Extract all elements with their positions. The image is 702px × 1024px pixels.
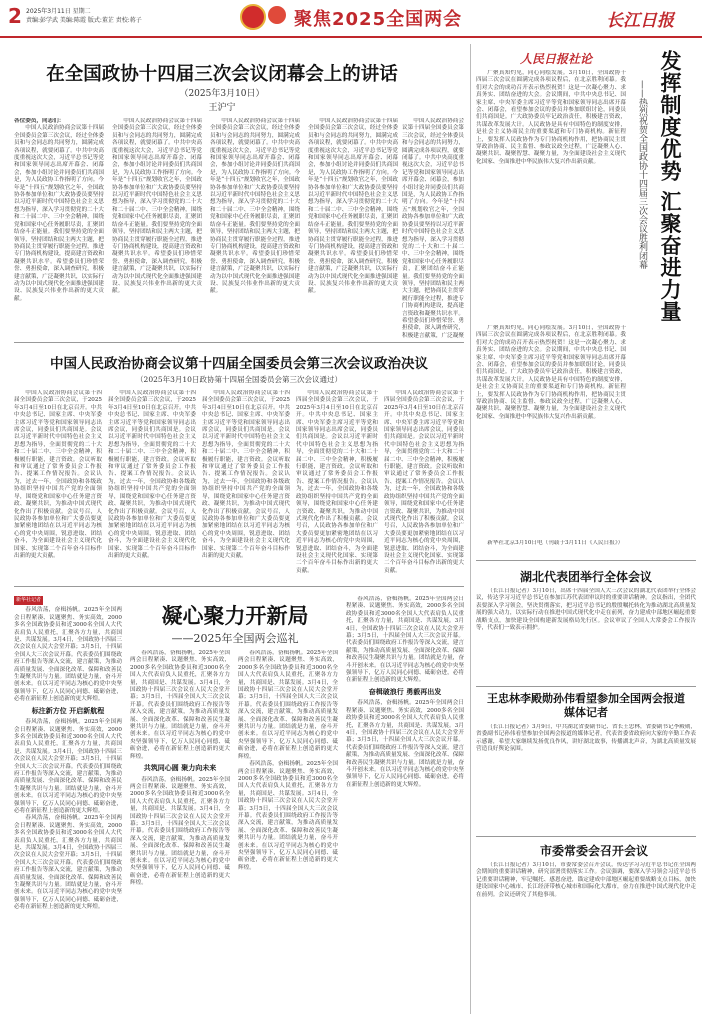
side-article-body-top	[476, 70, 626, 320]
side-article-body: 广聚真知灼见，同心同绘发展。3月10日，全国政协十四届三次会议在圆满完成各项议程后，在北京胜利闭幕。我们对大会的成功召开表示热烈祝贺！这是一次凝心聚力、求真务实、团结奋进的大会。会议期间，中共中央总书记、国家主席、中央军委主席习近平等党和国家领导同志出席开幕会、闭幕会，看望参加会议的委员并参加联组讨论，同委员们共商国是。广大政协委员牢记政治责任，积极建言资政，共谋改革发展大计。人民政协是具有中国特色的制度安排，是社会主义协商民主的重要渠道和专门协商机构。新征程上，要发挥人民政协作为专门协商机构作用，把协商民主贯穿政治协商、民主监督、参政议政全过程，广泛凝聚人心、凝聚共识、凝聚智慧、凝聚力量，为全面建设社会主义现代化国家、全面推进中华民族伟大复兴作出新贡献。	[476, 70, 626, 165]
divider	[476, 560, 696, 561]
article3-body-cont: 春风浩荡，奋楫扬帆。2025年全国两会日程紧凑、议题聚焦、务实高效，2000多名全国政协委员和近3000名全国人大代表肩负人民重托，汇聚各方力量，共商国是、共谋发展。3月4日，全国政协十四届三次会议在人民大会堂开幕；3月5日，十四届全国人大三次会议开幕。代表委员们围绕政府工作报告等深入交流，建言献策，为推动高质量发展、全面深化改革、保障和改善民生凝聚共识与力量。团结就是力量，奋斗开创未来。在以习近平同志为核心的党中央坚强领导下，亿万人民同心同德、砥砺奋进，必将在新征程上创造新的更大辉煌。	[130, 776, 230, 887]
side-article-headline: 发挥制度优势 汇聚奋进力量	[658, 50, 682, 323]
article3-subtitle: ——2025年全国两会巡礼	[171, 632, 299, 645]
side-article-body-end	[476, 540, 696, 558]
article2-headline: 中国人民政治协商会议第十四届全国委员会第三次会议政治决议	[50, 356, 428, 372]
article3-headline: 凝心聚力开新局	[161, 604, 309, 628]
article3-body-cont: 春风浩荡，奋楫扬帆。2025年全国两会日程紧凑、议题聚焦、务实高效，2000多名全国政协委员和近3000名全国人大代表肩负人民重托，汇聚各方力量，共商国是、共谋发展。3月4日，全国政协十四届三次会议在人民大会堂开幕；3月5日，十四届全国人大三次会议开幕。代表委员们围绕政府工作报告等深入交流，建言献策，为推动高质量发展、全面深化改革、保障和改善民生凝聚共识与力量。团结就是力量，奋斗开创未来。在以习近平同志为核心的党中央坚强领导下，亿万人民同心同德、砥砺奋进，必将在新征程上创造新的更大辉煌。	[346, 700, 464, 788]
news3-headline: 市委常委会召开会议	[540, 844, 649, 858]
article1-col4	[308, 118, 398, 338]
article1-headline: 在全国政协十四届三次会议闭幕会上的讲话	[46, 64, 398, 85]
side-article-subtitle: ——热烈祝贺全国政协十四届三次会议胜利闭幕	[637, 80, 647, 269]
article2-body: 中国人民政治协商会议第十四届全国委员会第三次会议，于2025年3月4日至10日在北京召开。中共中央总书记、国家主席、中央军委主席习近平等党和国家领导同志出席会议，同委员们共商国是。会议以习近平新时代中国特色社会主义思想为指导，全面贯彻党的二十大和二十届二中、三中全会精神，积极履行职能，建言资政。会议听取和审议通过了常务委员会工作报告、提案工作情况报告。会议认为，过去一年，全国政协和各级政协组织坚持中国共产党的全面领导，围绕党和国家中心任务建言资政、凝聚共识，为推动中国式现代化作出了积极贡献。会议号召，人民政协各参加单位和广大委员要更加紧密地团结在以习近平同志为核心的党中央周围，锐意进取、团结奋斗，为全面建设社会主义现代化国家、实现第二个百年奋斗目标作出新的更大贡献。	[14, 390, 102, 559]
side-article-body-cont: 广聚真知灼见，同心同绘发展。3月10日，全国政协十四届三次会议在圆满完成各项议程后，在北京胜利闭幕。我们对大会的成功召开表示热烈祝贺！这是一次凝心聚力、求真务实、团结奋进的大会。会议期间，中共中央总书记、国家主席、中央军委主席习近平等党和国家领导同志出席开幕会、闭幕会，看望参加会议的委员并参加联组讨论，同委员们共商国是。广大政协委员牢记政治责任，积极建言资政，共谋改革发展大计。人民政协是具有中国特色的制度安排，是社会主义协商民主的重要渠道和专门协商机构。新征程上，要发挥人民政协作为专门协商机构作用，把协商民主贯穿政治协商、民主监督、参政议政全过程，广泛凝聚人心、凝聚共识、凝聚智慧、凝聚力量，为全面建设社会主义现代化国家、全面推进中华民族伟大复兴作出新贡献。	[476, 325, 626, 420]
article1-body: 中国人民政治协商会议第十四届全国委员会第三次会议，经过全体委员和与会同志的共同努力，圆满完成各项议程，就要闭幕了。中共中央高度重视这次大会，习近平总书记等党和国家领导同志出席开幕会、闭幕会，参加小组讨论并同委员们共商国是，为人民政协工作指明了方向。今年是“十四五”规划收官之年，全国政协各参加单位和广大政协委员要坚持以习近平新时代中国特色社会主义思想为指导，深入学习贯彻党的二十大和二十届二中、三中全会精神，围绕党和国家中心任务履职尽责，汇聚团结奋斗正能量。我们要坚持党的全面领导，坚持团结和民主两大主题，把协商民主贯穿履行职能全过程，推进专门协商机构建设，提高建言资政和凝聚共识水平。希望委员们珍惜荣誉、勇担使命，深入调查研究，积极建言献策，广泛凝聚共识，以实际行动为以中国式现代化全面推进强国建设、民族复兴伟业作出新的更大贡献。	[14, 125, 104, 302]
news2-headline: 王忠林李殿勋孙伟看望参加全国两会报道媒体记者	[487, 692, 685, 719]
section-banner-title: 聚焦2025全国两会	[294, 9, 463, 30]
column-divider	[470, 44, 471, 1014]
article3-body-cont: 春风浩荡，奋楫扬帆。2025年全国两会日程紧凑、议题聚焦、务实高效，2000多名全国政协委员和近3000名全国人大代表肩负人民重托，汇聚各方力量，共商国是、共谋发展。3月4日，全国政协十四届三次会议在人民大会堂开幕；3月5日，十四届全国人大三次会议开幕。代表委员们围绕政府工作报告等深入交流，建言献策，为推动高质量发展、全面深化改革、保障和改善民生凝聚共识与力量。团结就是力量，奋斗开创未来。在以习近平同志为核心的党中央坚强领导下，亿万人民同心同德、砥砺奋进，必将在新征程上创造新的更大辉煌。	[346, 596, 464, 684]
article3-col2	[130, 650, 230, 1014]
rmrb-editorial-logo: 人民日报社论	[520, 52, 593, 66]
article3-body-cont: 春风浩荡，奋楫扬帆。2025年全国两会日程紧凑、议题聚焦、务实高效，2000多名全国政协委员和近3000名全国人大代表肩负人民重托，汇聚各方力量，共商国是、共谋发展。3月4日，全国政协十四届三次会议在人民大会堂开幕；3月5日，十四届全国人大三次会议开幕。代表委员们围绕政府工作报告等深入交流，建言献策，为推动高质量发展、全面深化改革、保障和改善民生凝聚共识与力量。团结就是力量，奋斗开创未来。在以习近平同志为核心的党中央坚强领导下，亿万人民同心同德、砥砺奋进，必将在新征程上创造新的更大辉煌。	[14, 815, 122, 911]
article3-subhead-2: 共筑同心圆 聚力向未来	[143, 764, 217, 773]
article3-col3	[238, 650, 338, 1014]
article1-col1	[14, 118, 104, 338]
article2-body-cont: 中国人民政治协商会议第十四届全国委员会第三次会议，于2025年3月4日至10日在北京召开。中共中央总书记、国家主席、中央军委主席习近平等党和国家领导同志出席会议，同委员们共商国是。会议以习近平新时代中国特色社会主义思想为指导，全面贯彻党的二十大和二十届二中、三中全会精神，积极履行职能，建言资政。会议听取和审议通过了常务委员会工作报告、提案工作情况报告。会议认为，过去一年，全国政协和各级政协组织坚持中国共产党的全面领导，围绕党和国家中心任务建言资政、凝聚共识，为推动中国式现代化作出了积极贡献。会议号召，人民政协各参加单位和广大委员要更加紧密地团结在以习近平同志为核心的党中央周围，锐意进取、团结奋斗，为全面建设社会主义现代化国家、实现第二个百年奋斗目标作出新的更大贡献。	[108, 390, 196, 559]
article1-salutation: 各位委员，同志们：	[14, 118, 65, 124]
page-number: 2	[8, 4, 22, 28]
article3-subhead-1: 标注新方位 开启新航程	[31, 706, 105, 715]
news2-body	[476, 724, 696, 832]
article1-date: （2025年3月10日）	[179, 89, 265, 99]
news2-text: （长江日报记者）3月9日，中共湖北省委副书记、省长王忠林，省委副书记李殿勋，省委副书记孙伟看望参加全国两会报道的媒体记者，代表省委省政府向大家的辛勤工作表示感谢，希望大家继续发扬优良作风，讲好湖北故事，传播湖北声音，为湖北高质量发展营造良好舆论氛围。	[476, 724, 696, 753]
article2-subtitle: （2025年3月10日政协第十四届全国委员会第三次会议通过）	[136, 375, 342, 384]
news1-headline: 湖北代表团举行全体会议	[520, 570, 653, 584]
article3-subhead-3: 奋楫破浪行 勇毅再出发	[368, 687, 442, 696]
article3-body-cont: 春风浩荡，奋楫扬帆。2025年全国两会日程紧凑、议题聚焦、务实高效，2000多名全国政协委员和近3000名全国人大代表肩负人民重托，汇聚各方力量，共商国是、共谋发展。3月4日，全国政协十四届三次会议在人民大会堂开幕；3月5日，十四届全国人大三次会议开幕。代表委员们围绕政府工作报告等深入交流，建言献策，为推动高质量发展、全面深化改革、保障和改善民生凝聚共识与力量。团结就是力量，奋斗开创未来。在以习近平同志为核心的党中央坚强领导下，亿万人民同心同德、砥砺奋进，必将在新征程上创造新的更大辉煌。	[14, 719, 122, 814]
article3-byline-tag: 新华社记者	[14, 596, 43, 605]
article1-author: 王沪宁	[208, 103, 236, 113]
article2-col5	[384, 390, 464, 580]
article2-col3	[202, 390, 290, 580]
article2-col4	[296, 390, 378, 580]
article3-body-cont: 春风浩荡，奋楫扬帆。2025年全国两会日程紧凑、议题聚焦、务实高效，2000多名全国政协委员和近3000名全国人大代表肩负人民重托，汇聚各方力量，共商国是、共谋发展。3月4日，全国政协十四届三次会议在人民大会堂开幕；3月5日，十四届全国人大三次会议开幕。代表委员们围绕政府工作报告等深入交流，建言献策，为推动高质量发展、全面深化改革、保障和改善民生凝聚共识与力量。团结就是力量，奋斗开创未来。在以习近平同志为核心的党中央坚强领导下，亿万人民同心同德、砥砺奋进，必将在新征程上创造新的更大辉煌。	[238, 761, 338, 871]
article3-col4	[346, 596, 464, 1014]
article2-col2	[108, 390, 196, 580]
newspaper-logo: 长江日报	[606, 11, 674, 31]
side-article-body-mid	[476, 325, 626, 535]
divider	[14, 586, 464, 587]
news3-body	[476, 862, 696, 1014]
article2-col1	[14, 390, 102, 580]
article3-body-cont: 春风浩荡，奋楫扬帆。2025年全国两会日程紧凑、议题聚焦、务实高效，2000多名全国政协委员和近3000名全国人大代表肩负人民重托，汇聚各方力量，共商国是、共谋发展。3月4日，全国政协十四届三次会议在人民大会堂开幕；3月5日，十四届全国人大三次会议开幕。代表委员们围绕政府工作报告等深入交流，建言献策，为推动高质量发展、全面深化改革、保障和改善民生凝聚共识与力量。团结就是力量，奋斗开创未来。在以习近平同志为核心的党中央坚强领导下，亿万人民同心同德、砥砺奋进，必将在新征程上创造新的更大辉煌。	[130, 650, 230, 760]
article1-body-cont: 中国人民政治协商会议第十四届全国委员会第三次会议，经过全体委员和与会同志的共同努力，圆满完成各项议程，就要闭幕了。中共中央高度重视这次大会，习近平总书记等党和国家领导同志出席开幕会、闭幕会，参加小组讨论并同委员们共商国是，为人民政协工作指明了方向。今年是“十四五”规划收官之年，全国政协各参加单位和广大政协委员要坚持以习近平新时代中国特色社会主义思想为指导，深入学习贯彻党的二十大和二十届二中、三中全会精神，围绕党和国家中心任务履职尽责，汇聚团结奋斗正能量。我们要坚持党的全面领导，坚持团结和民主两大主题，把协商民主贯穿履行职能全过程，推进专门协商机构建设，提高建言资政和凝聚共识水平。希望委员们珍惜荣誉、勇担使命，深入调查研究，积极建言献策，广泛凝聚共识，以实际行动为以中国式现代化全面推进强国建设、民族复兴伟业作出新的更大贡献。	[308, 118, 398, 295]
news1-body	[476, 588, 696, 682]
article2-body-cont: 中国人民政治协商会议第十四届全国委员会第三次会议，于2025年3月4日至10日在北京召开。中共中央总书记、国家主席、中央军委主席习近平等党和国家领导同志出席会议，同委员们共商国是。会议以习近平新时代中国特色社会主义思想为指导，全面贯彻党的二十大和二十届二中、三中全会精神，积极履行职能，建言资政。会议听取和审议通过了常务委员会工作报告、提案工作情况报告。会议认为，过去一年，全国政协和各级政协组织坚持中国共产党的全面领导，围绕党和国家中心任务建言资政、凝聚共识，为推动中国式现代化作出了积极贡献。会议号召，人民政协各参加单位和广大委员要更加紧密地团结在以习近平同志为核心的党中央周围，锐意进取、团结奋斗，为全面建设社会主义现代化国家、实现第二个百年奋斗目标作出新的更大贡献。	[202, 390, 290, 559]
article3-body: 春风浩荡，奋楫扬帆。2025年全国两会日程紧凑、议题聚焦、务实高效，2000多名全国政协委员和近3000名全国人大代表肩负人民重托，汇聚各方力量，共商国是、共谋发展。3月4日，全国政协十四届三次会议在人民大会堂开幕；3月5日，十四届全国人大三次会议开幕。代表委员们围绕政府工作报告等深入交流，建言献策，为推动高质量发展、全面深化改革、保障和改善民生凝聚共识与力量。团结就是力量，奋斗开创未来。在以习近平同志为核心的党中央坚强领导下，亿万人民同心同德、砥砺奋进，必将在新征程上创造新的更大辉煌。	[14, 607, 122, 703]
article1-col5	[402, 118, 464, 338]
national-emblem-icon	[240, 4, 266, 30]
divider	[14, 342, 464, 343]
article3-body-cont: 春风浩荡，奋楫扬帆。2025年全国两会日程紧凑、议题聚焦、务实高效，2000多名全国政协委员和近3000名全国人大代表肩负人民重托，汇聚各方力量，共商国是、共谋发展。3月4日，全国政协十四届三次会议在人民大会堂开幕；3月5日，十四届全国人大三次会议开幕。代表委员们围绕政府工作报告等深入交流，建言献策，为推动高质量发展、全面深化改革、保障和改善民生凝聚共识与力量。团结就是力量，奋斗开创未来。在以习近平同志为核心的党中央坚强领导下，亿万人民同心同德、砥砺奋进，必将在新征程上创造新的更大辉煌。	[238, 650, 338, 760]
article2-body-cont: 中国人民政治协商会议第十四届全国委员会第三次会议，于2025年3月4日至10日在北京召开。中共中央总书记、国家主席、中央军委主席习近平等党和国家领导同志出席会议，同委员们共商国是。会议以习近平新时代中国特色社会主义思想为指导，全面贯彻党的二十大和二十届二中、三中全会精神，积极履行职能，建言资政。会议听取和审议通过了常务委员会工作报告、提案工作情况报告。会议认为，过去一年，全国政协和各级政协组织坚持中国共产党的全面领导，围绕党和国家中心任务建言资政、凝聚共识，为推动中国式现代化作出了积极贡献。会议号召，人民政协各参加单位和广大委员要更加紧密地团结在以习近平同志为核心的党中央周围，锐意进取、团结奋斗，为全面建设社会主义现代化国家、实现第二个百年奋斗目标作出新的更大贡献。	[384, 390, 464, 574]
divider	[476, 836, 696, 837]
article1-body-cont: 中国人民政治协商会议第十四届全国委员会第三次会议，经过全体委员和与会同志的共同努力，圆满完成各项议程，就要闭幕了。中共中央高度重视这次大会，习近平总书记等党和国家领导同志出席开幕会、闭幕会，参加小组讨论并同委员们共商国是，为人民政协工作指明了方向。今年是“十四五”规划收官之年，全国政协各参加单位和广大政协委员要坚持以习近平新时代中国特色社会主义思想为指导，深入学习贯彻党的二十大和二十届二中、三中全会精神，围绕党和国家中心任务履职尽责，汇聚团结奋斗正能量。我们要坚持党的全面领导，坚持团结和民主两大主题，把协商民主贯穿履行职能全过程，推进专门协商机构建设，提高建言资政和凝聚共识水平。希望委员们珍惜荣誉、勇担使命，深入调查研究，积极建言献策，广泛凝聚共识，以实际行动为以中国式现代化全面推进强国建设、民族复兴伟业作出新的更大贡献。	[112, 118, 202, 295]
issue-date: 2025年3月11日 星期二	[26, 8, 91, 15]
article3-col1	[14, 596, 122, 1014]
divider	[476, 686, 696, 687]
editor-credits: 责编:彭学武 美编:陈霞 版式:董芷 责校:蒋子	[26, 17, 142, 24]
article1-col3	[210, 118, 300, 338]
cppcc-emblem-icon	[268, 6, 286, 24]
news1-text: （长江日报记者）3月10日，出席十四届全国人大三次会议的湖北代表团举行全体会议，传达学习习近平总书记在参加江苏代表团审议时的重要讲话精神。会议指出，全团代表要深入学习领会，坚决贯彻落实，把习近平总书记的殷殷嘱托转化为推动湖北高质量发展的强大动力，以实际行动在推进中国式现代化中走在前列，奋力建成中部地区崛起重要战略支点，加快建设全国构建新发展格局先行区。会议审议了全国人大常委会工作报告等，代表们一致表示拥护。	[476, 588, 696, 632]
side-article-source-end: 新华社北京3月10日电（刊载于3月11日《人民日报》）	[487, 540, 624, 546]
article1-body-cont: 中国人民政治协商会议第十四届全国委员会第三次会议，经过全体委员和与会同志的共同努力，圆满完成各项议程，就要闭幕了。中共中央高度重视这次大会，习近平总书记等党和国家领导同志出席开幕会、闭幕会，参加小组讨论并同委员们共商国是，为人民政协工作指明了方向。今年是“十四五”规划收官之年，全国政协各参加单位和广大政协委员要坚持以习近平新时代中国特色社会主义思想为指导，深入学习贯彻党的二十大和二十届二中、三中全会精神，围绕党和国家中心任务履职尽责，汇聚团结奋斗正能量。我们要坚持党的全面领导，坚持团结和民主两大主题，把协商民主贯穿履行职能全过程，推进专门协商机构建设，提高建言资政和凝聚共识水平。希望委员们珍惜荣誉、勇担使命，深入调查研究，积极建言献策，广泛凝聚共识，以实际行动为以中国式现代化全面推进强国建设、民族复兴伟业作出新的更大贡献。	[210, 118, 300, 295]
news3-text: （长江日报记者）3月10日，市委常委会召开会议，传达学习习近平总书记在全国两会期间的重要讲话精神，研究部署贯彻落实工作。会议强调，要深入学习领会习近平总书记重要讲话精神，牢记嘱托、感恩奋进，锚定建成中部地区崛起重要战略支点目标，加快建设国家中心城市、长江经济带核心城市和国际化大都市，奋力在推进中国式现代化中走在前列。会议还研究了其他事项。	[476, 862, 696, 898]
article1-col2	[112, 118, 202, 338]
article1-body-cont: 中国人民政治协商会议第十四届全国委员会第三次会议，经过全体委员和与会同志的共同努力，圆满完成各项议程，就要闭幕了。中共中央高度重视这次大会，习近平总书记等党和国家领导同志出席开幕会、闭幕会，参加小组讨论并同委员们共商国是，为人民政协工作指明了方向。今年是“十四五”规划收官之年，全国政协各参加单位和广大政协委员要坚持以习近平新时代中国特色社会主义思想为指导，深入学习贯彻党的二十大和二十届二中、三中全会精神，围绕党和国家中心任务履职尽责，汇聚团结奋斗正能量。我们要坚持党的全面领导，坚持团结和民主两大主题，把协商民主贯穿履行职能全过程，推进专门协商机构建设，提高建言资政和凝聚共识水平。希望委员们珍惜荣誉、勇担使命，深入调查研究，积极建言献策，广泛凝聚	[402, 118, 464, 338]
article2-body-cont: 中国人民政治协商会议第十四届全国委员会第三次会议，于2025年3月4日至10日在北京召开。中共中央总书记、国家主席、中央军委主席习近平等党和国家领导同志出席会议，同委员们共商国是。会议以习近平新时代中国特色社会主义思想为指导，全面贯彻党的二十大和二十届二中、三中全会精神，积极履行职能，建言资政。会议听取和审议通过了常务委员会工作报告、提案工作情况报告。会议认为，过去一年，全国政协和各级政协组织坚持中国共产党的全面领导，围绕党和国家中心任务建言资政、凝聚共识，为推动中国式现代化作出了积极贡献。会议号召，人民政协各参加单位和广大委员要更加紧密地团结在以习近平同志为核心的党中央周围，锐意进取、团结奋斗，为全面建设社会主义现代化国家、实现第二个百年奋斗目标作出新的更大贡献。	[296, 390, 378, 574]
